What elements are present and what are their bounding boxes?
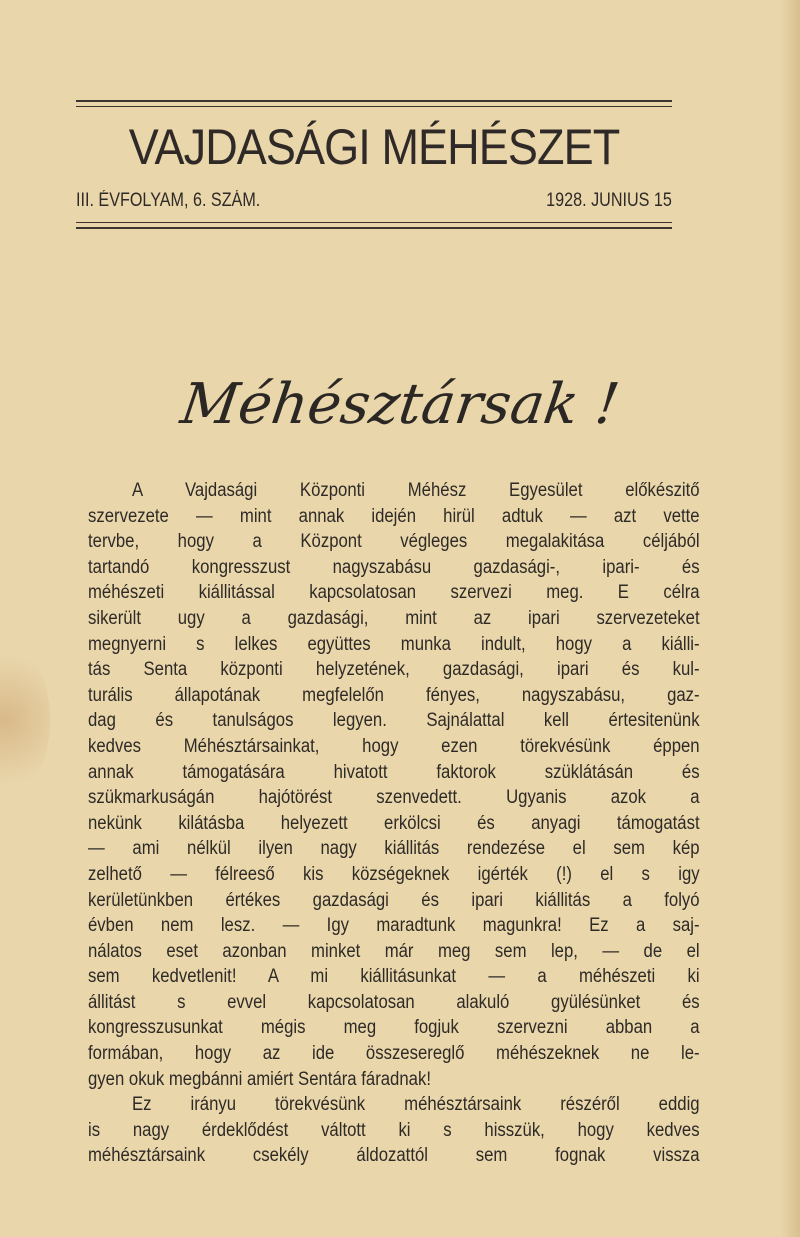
text-line: kedves Méhésztársainkat, hogy ezen törekvésünk éppen	[88, 735, 700, 757]
masthead-top-rule	[76, 100, 672, 102]
page-edge-shadow	[780, 0, 800, 1237]
text-line: formában, hogy az ide összesereglő méhészeknek ne le-	[88, 1043, 700, 1065]
issue-date: 1928. JUNIUS 15	[546, 190, 672, 211]
text-line: Ez irányu törekvésünk méhésztársaink részéről eddig	[132, 1094, 700, 1116]
volume-issue: III. ÉVFOLYAM, 6. SZÁM.	[76, 190, 261, 211]
text-line: dag és tanulságos legyen. Sajnálattal kell értesitenünk	[88, 710, 700, 732]
article-heading: Méhésztársak !	[176, 372, 624, 437]
text-line: szervezete — mint annak idején hirül adtuk — azt vette	[88, 505, 700, 527]
article-body	[88, 478, 700, 1169]
text-line: gyen okuk megbánni amiért Sentára fáradnak!	[88, 1068, 431, 1090]
text-line: is nagy érdeklődést váltott ki s hisszük, hogy kedves	[88, 1119, 700, 1141]
text-line: annak támogatására hivatott faktorok szüklátásán és	[88, 761, 700, 783]
text-line: A Vajdasági Központi Méhész Egyesület előkészitő	[132, 480, 700, 501]
text-line: megnyerni s lelkes együttes munka indult, hogy a kiálli-	[88, 633, 700, 655]
text-line: sikerült ugy a gazdasági, mint az ipari szervezeteket	[88, 607, 700, 629]
paper-stain	[0, 640, 50, 800]
text-line: tás Senta központi helyzetének, gazdasági, ipari és kul-	[88, 659, 700, 681]
journal-title: VAJDASÁGI MÉHÉSZET	[128, 119, 620, 175]
text-line: sem kedvetlenit! A mi kiállitásunkat — a méhészeti ki	[88, 966, 700, 988]
masthead-bottom-rule	[76, 227, 672, 229]
masthead-bottom-rule-thin	[76, 222, 672, 223]
text-line: kongresszusunkat mégis meg fogjuk szervezni abban a	[88, 1017, 700, 1039]
text-line: évben nem lesz. — Igy maradtunk magunkra! Ez a saj-	[88, 915, 700, 937]
text-line: nekünk kilátásba helyezett erkölcsi és anyagi támogatást	[88, 812, 700, 834]
text-line: turális állapotának megfelelőn fényes, nagyszabásu, gaz-	[88, 684, 700, 706]
text-line: tervbe, hogy a Központ végleges megalakitása céljából	[88, 531, 700, 553]
text-line: méhésztársaink csekély áldozattól sem fognak vissza	[88, 1145, 700, 1167]
text-line: zelhető — félreeső kis községeknek igérték (!) el s igy	[88, 863, 700, 885]
text-line: tartandó kongresszust nagyszabásu gazdasági-, ipari- és	[88, 556, 700, 578]
masthead-top-rule-thin	[76, 106, 672, 107]
text-line: — ami nélkül ilyen nagy kiállitás rendezése el sem kép	[88, 838, 700, 860]
text-line: szükmarkuságán hajótörést szenvedett. Ugyanis azok a	[88, 787, 700, 809]
text-line: méhészeti kiállitással kapcsolatosan szervezi meg. E célra	[88, 582, 700, 604]
text-line: állitást s evvel kapcsolatosan alakuló gyülésünket és	[88, 991, 700, 1013]
text-line: nálatos eset azonban minket már meg sem lep, — de el	[88, 940, 700, 962]
text-line: kerületünkben értékes gazdasági és ipari kiállitás a folyó	[88, 889, 700, 911]
